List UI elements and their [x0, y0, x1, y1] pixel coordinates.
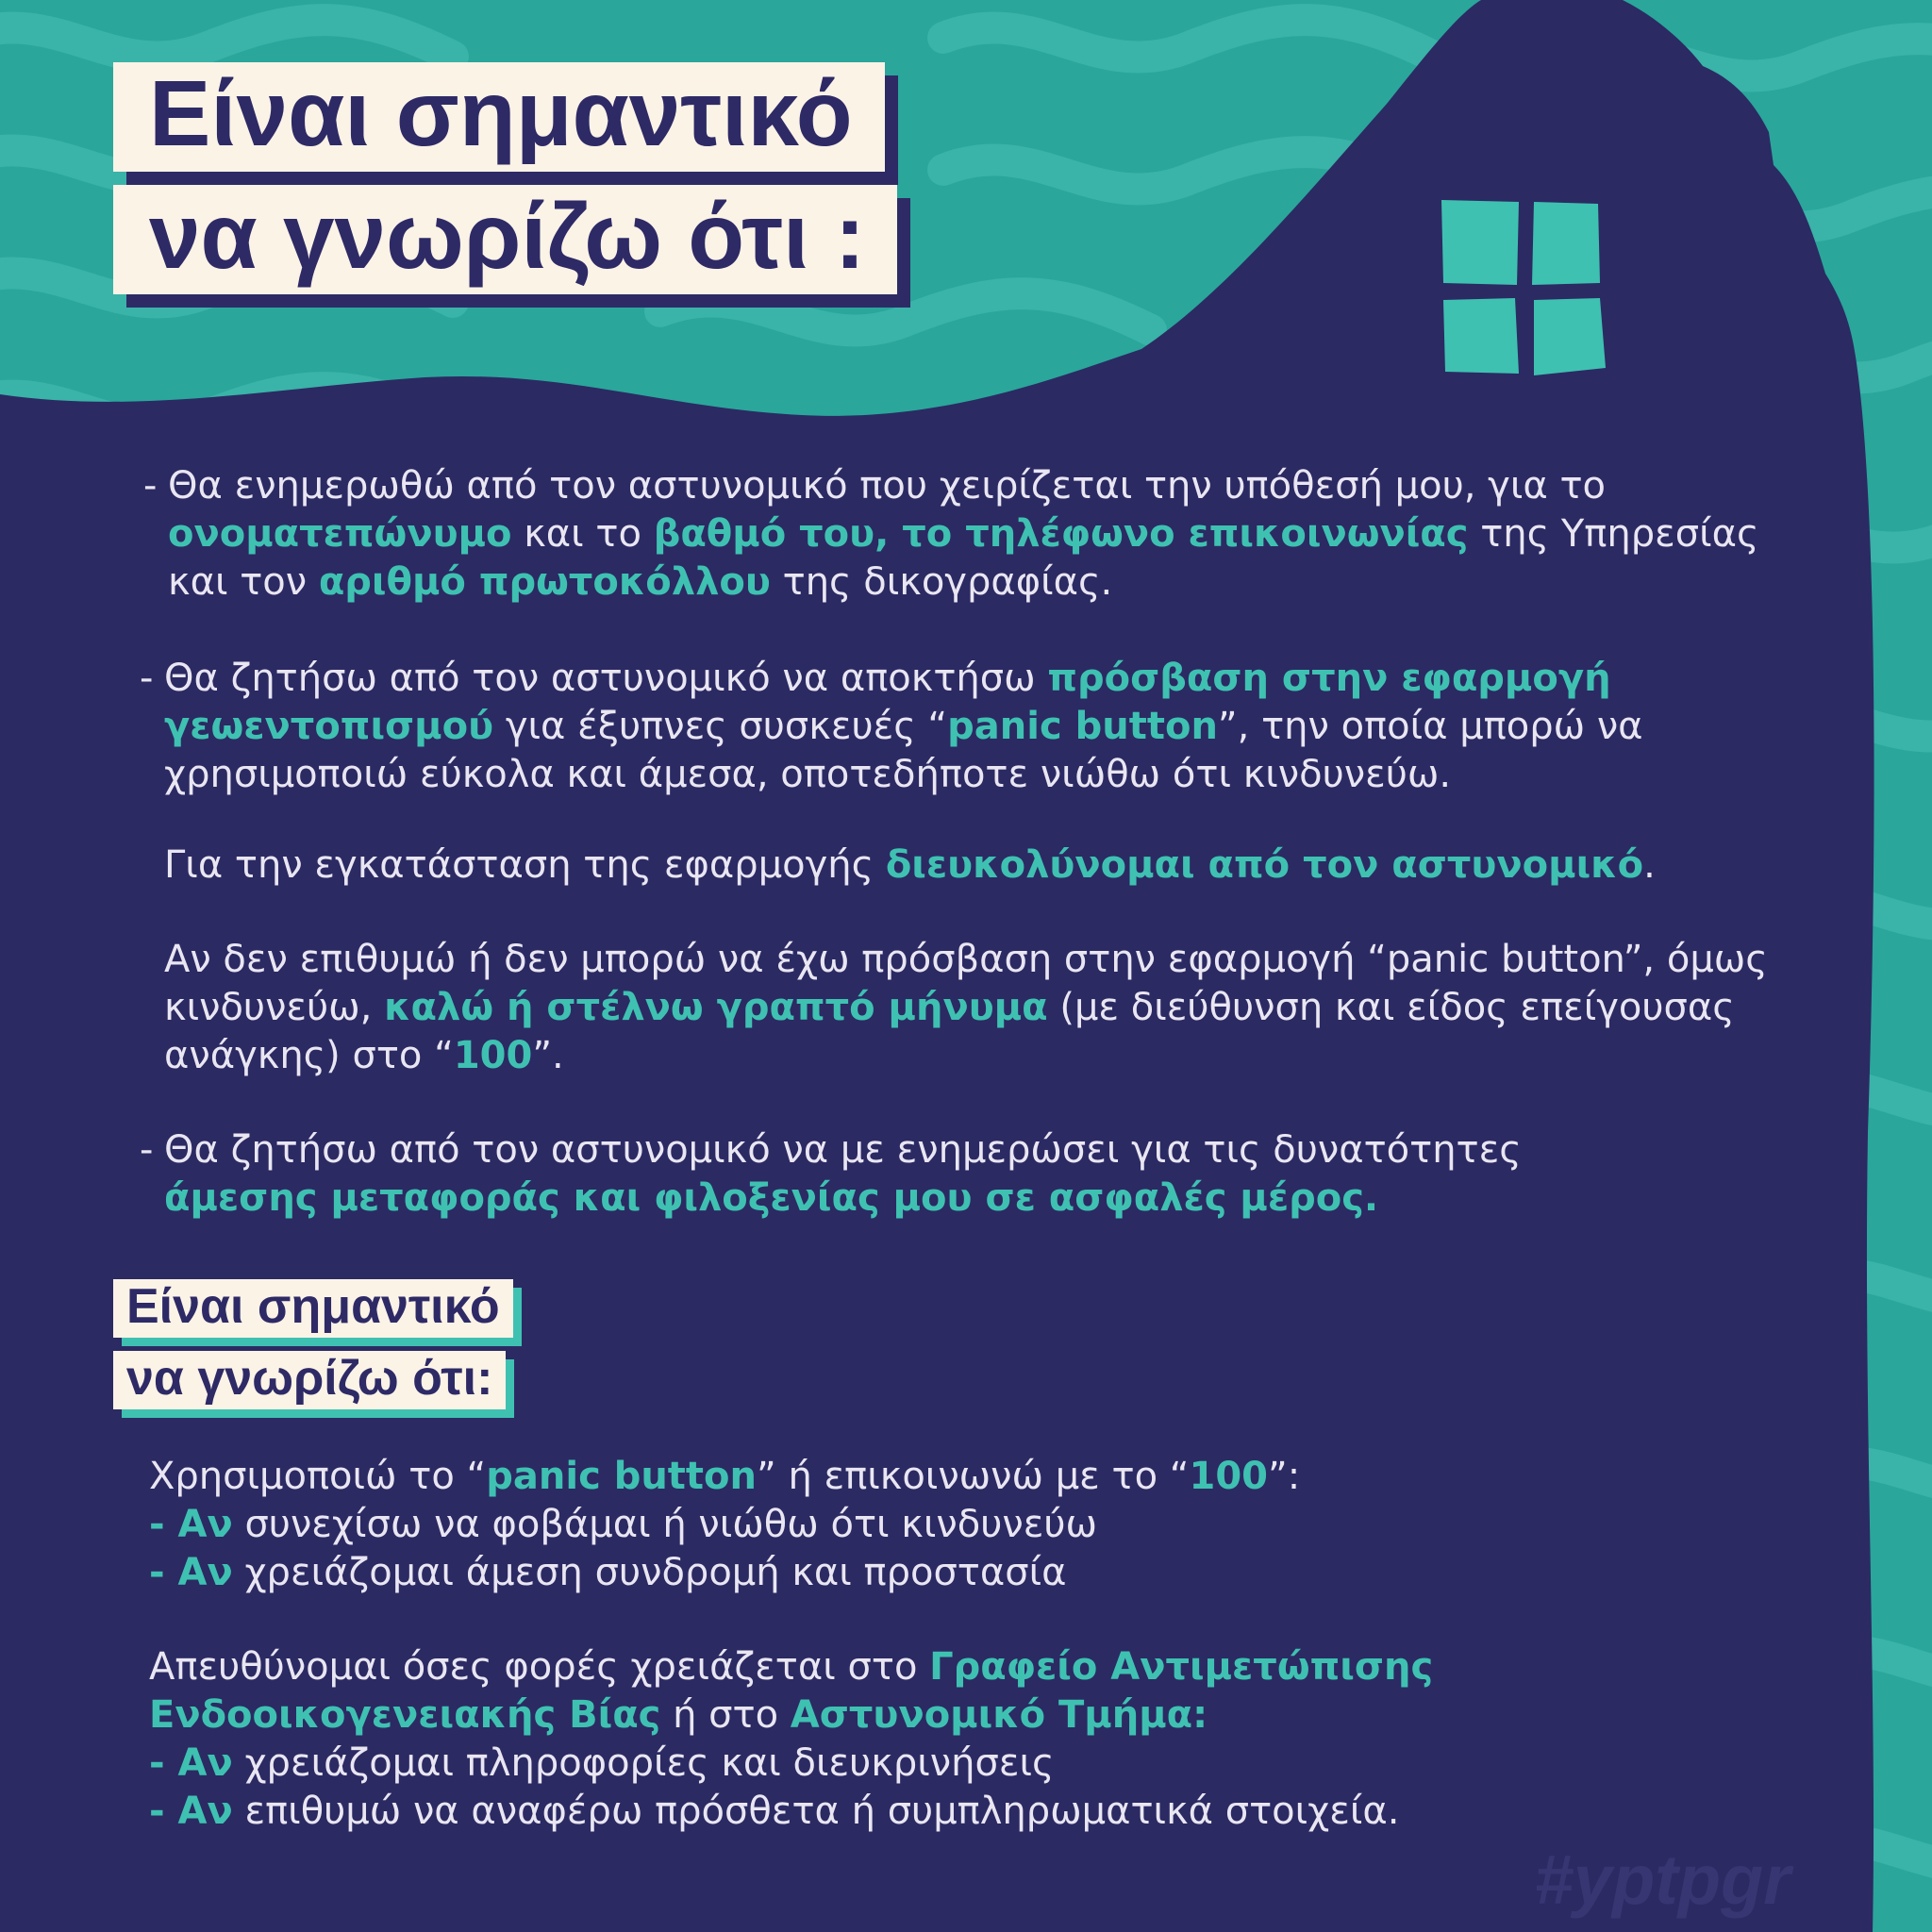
info-item-app-installation: Για την εγκατάσταση της εφαρμογής διευκολύνομαι από τον αστυνομικό.	[164, 843, 1656, 887]
bullet-dash: -	[140, 657, 154, 700]
list-item: - Αν χρειάζομαι άμεση συνδρομή και προστασία	[149, 1551, 1067, 1594]
list-item: - Αν χρειάζομαι πληροφορίες και διευκρινήσεις	[149, 1741, 1055, 1785]
page-title-line1: Είναι σημαντικό	[113, 62, 885, 172]
contact-intro: Απευθύνομαι όσες φορές χρειάζεται στο Γραφείο Αντιμετώπισης Ενδοοικογενειακής Βίας ή στο Αστυνομικό Τμήμα:	[149, 1645, 1434, 1737]
contact-instructions	[149, 1643, 1790, 1836]
hashtag-watermark: #yptpgr	[1534, 1840, 1790, 1919]
page-title-line2: να γνωρίζω ότι :	[113, 185, 897, 294]
emergency-instructions	[149, 1453, 1790, 1597]
emergency-intro: Χρησιμοποιώ το “panic button” ή επικοινωνώ με το “100”:	[149, 1455, 1301, 1498]
bullet-dash: -	[140, 1128, 154, 1172]
subheader-line1: Είναι σημαντικό	[113, 1279, 513, 1338]
list-item: - Αν συνεχίσω να φοβάμαι ή νιώθω ότι κινδυνεύω	[149, 1503, 1097, 1546]
info-item-call-100: Αν δεν επιθυμώ ή δεν μπορώ να έχω πρόσβαση στην εφαρμογή “panic button”, όμως κινδυνεύω, καλώ ή στέλνω γραπτό μήνυμα (με διεύθυνση και είδος επείγουσας ανάγκης) στο “100”.	[164, 938, 1768, 1077]
info-item-safe-shelter: - Θα ζητήσω από τον αστυνομικό να με ενημερώσει για τις δυνατότητες άμεσης μεταφοράς και φιλοξενίας μου σε ασφαλές μέρος.	[140, 1128, 1522, 1220]
subheader-line2: να γνωρίζω ότι:	[113, 1351, 506, 1409]
bullet-dash: -	[143, 464, 158, 508]
info-item-contact-details: - Θα ενημερωθώ από τον αστυνομικό που χειρίζεται την υπόθεσή μου, για το ονοματεπώνυμο και το βαθμό του, το τηλέφωνο επικοινωνίας της Υπηρεσίας και τον αριθμό πρωτοκόλλου της δικογραφίας.	[143, 464, 1759, 604]
list-item: - Αν επιθυμώ να αναφέρω πρόσθετα ή συμπληρωματικά στοιχεία.	[149, 1790, 1400, 1833]
info-item-panic-button-app: - Θα ζητήσω από τον αστυνομικό να αποκτήσω πρόσβαση στην εφαρμογή γεωεντοπισμού για έξυπνες συσκευές “panic button”, την οποία μπορώ να χρησιμοποιώ εύκολα και άμεσα, οποτεδήποτε νιώθω ότι κινδυνεύω.	[140, 657, 1643, 796]
